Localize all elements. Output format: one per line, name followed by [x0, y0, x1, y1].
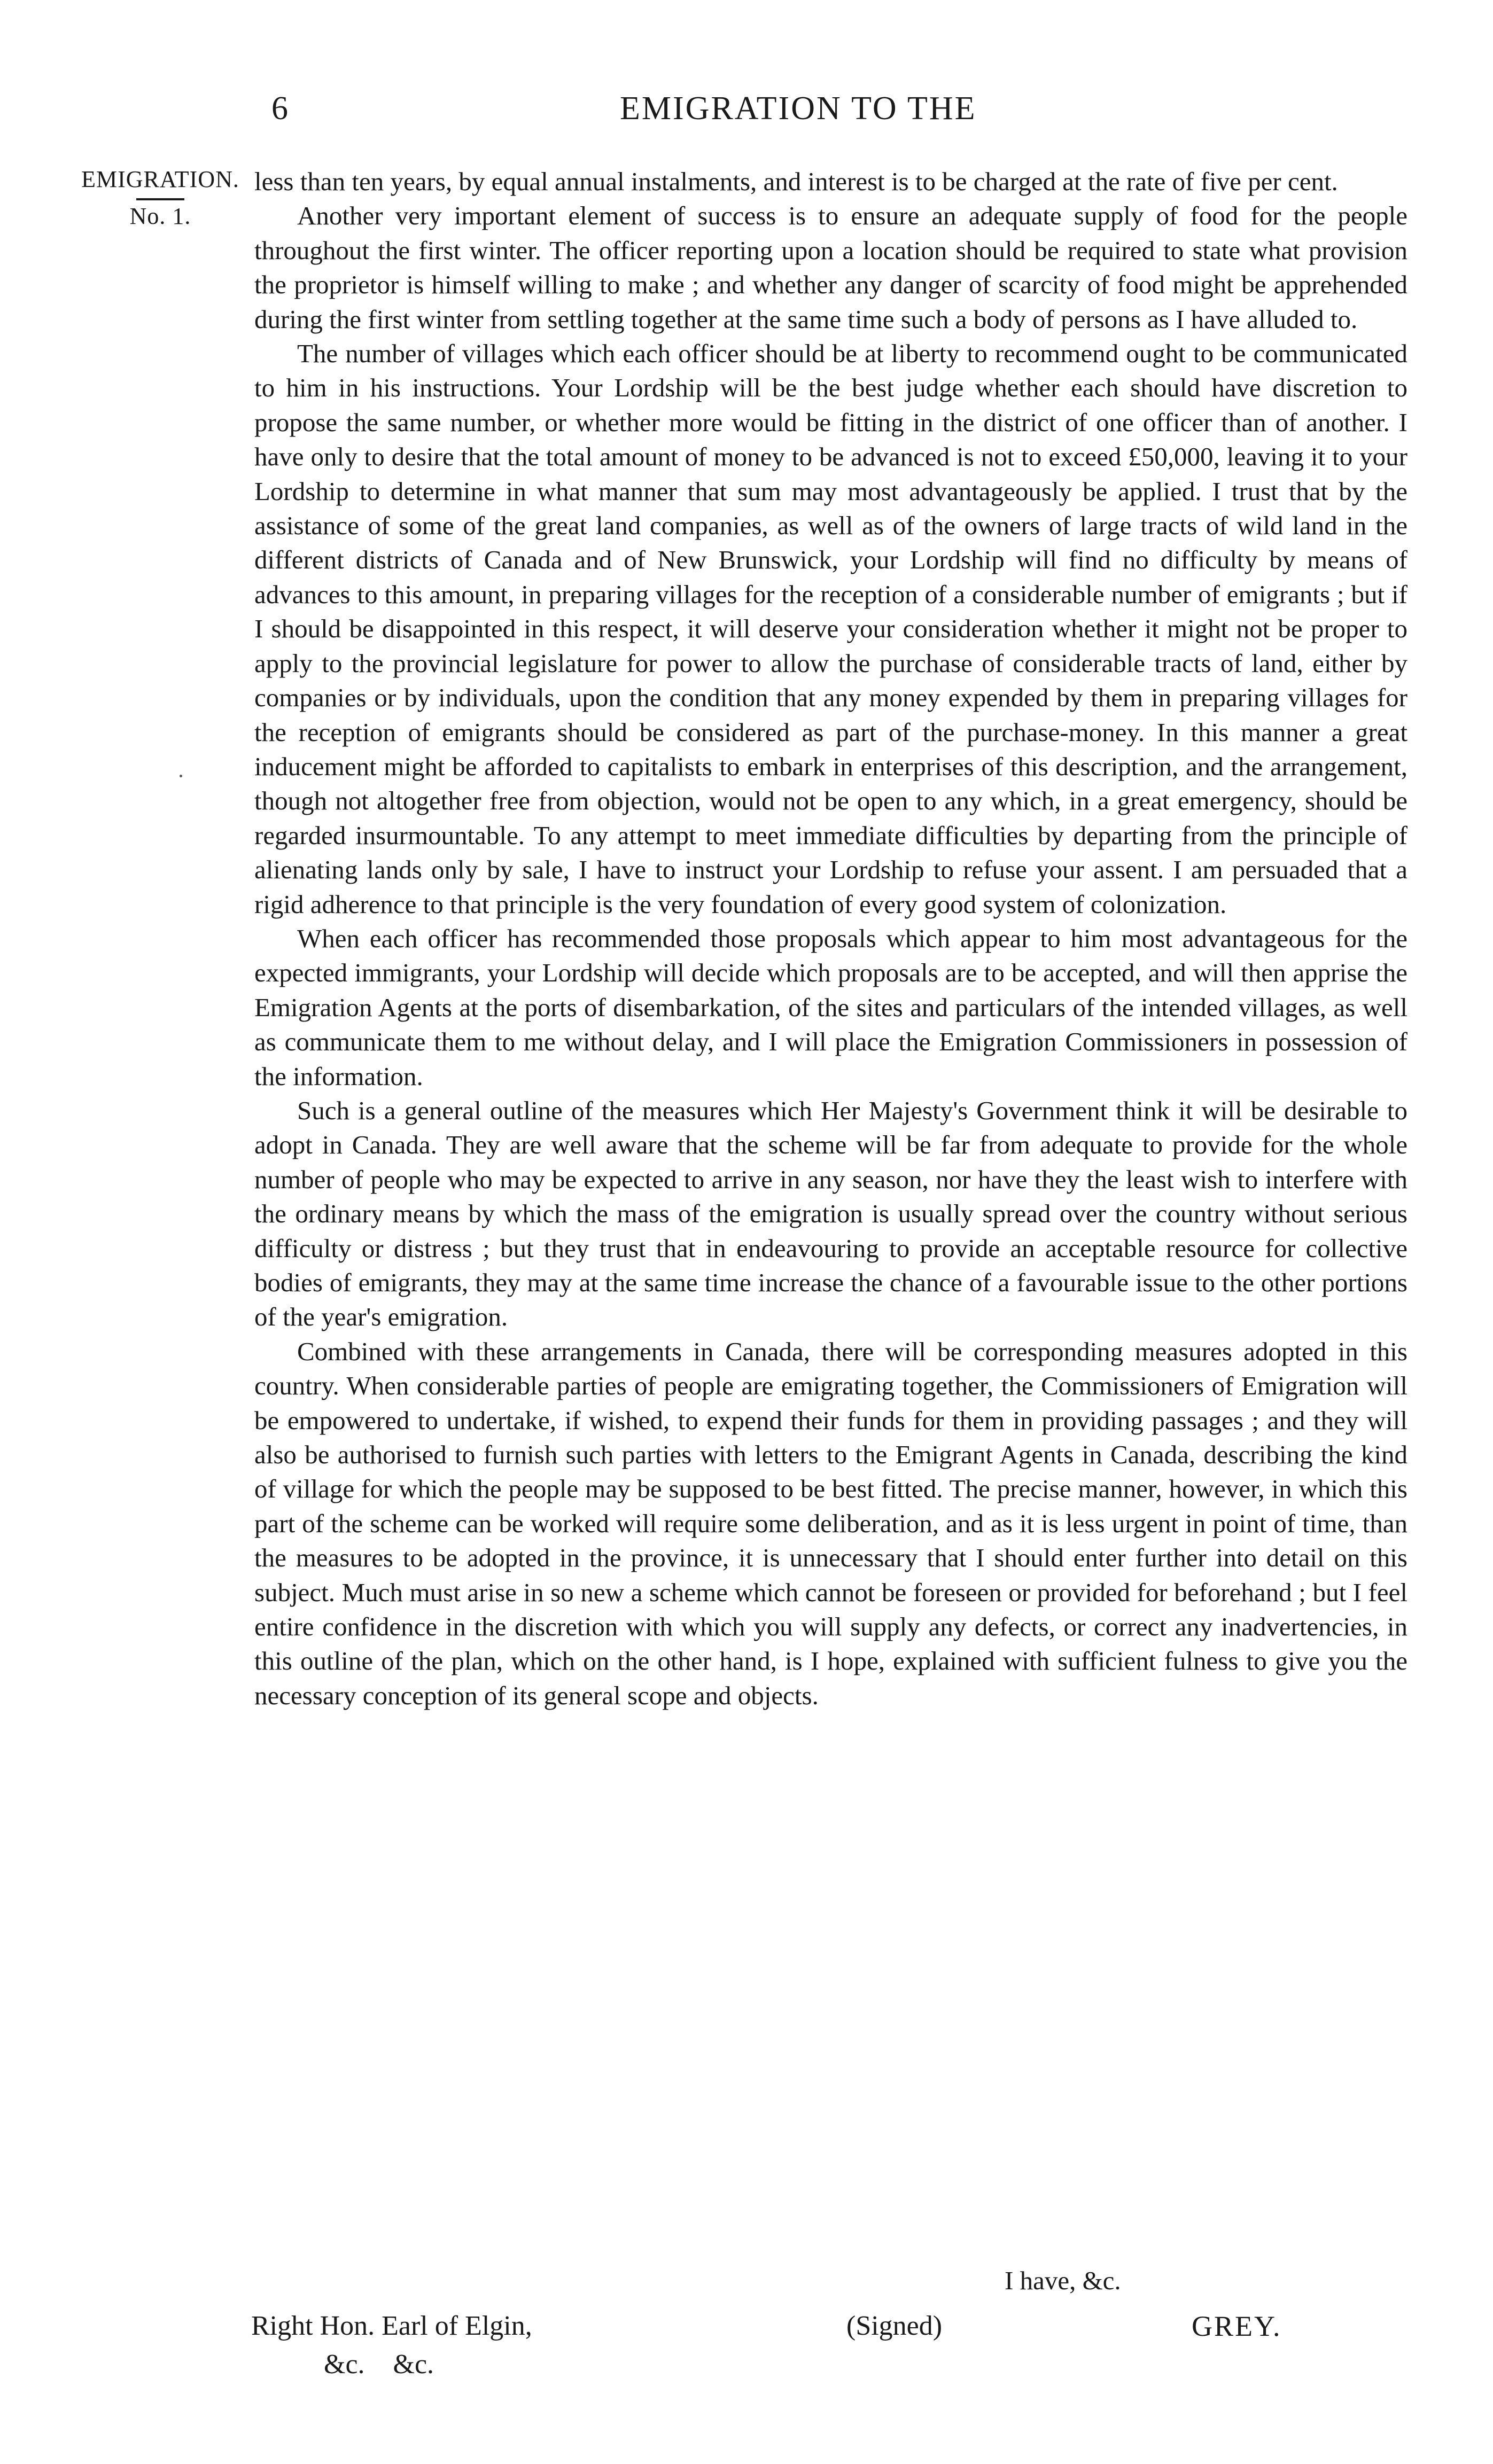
paragraph: Such is a general outline of the measures which Her Majesty's Government think it will be desirable to adopt in Canada. They are well aware that the scheme will be far from adequate to provide for the whole number of people who may be expected to arrive in any season, nor have they the least wish to interfere with the ordinary means by which the mass of the emigration is usually spread over the country without serious difficulty or distress ; but they trust that in endeavouring to provide an acceptable resource for collective bodies of emigrants, they may at the same time increase the chance of a favourable issue to the other portions of the year's emigration.: [254, 1095, 1408, 1332]
margin-rule: [136, 198, 184, 200]
addressee-etc: &c. &c.: [324, 2349, 434, 2380]
closing-salutation: I have, &c.: [1005, 2266, 1121, 2295]
paragraph: Combined with these arrangements in Canada, there will be corresponding measures adopted in this country. When considerable parties of people are emigrating together, the Commissioners of Emigration will be empowered to undertake, if wished, to expend their funds for them in providing passages ; and they will also be authorised to furnish such parties with letters to the Emigrant Agents in Canada, describing the kind of village for which the people may be supposed to be best fitted. The precise manner, however, in which this part of the scheme can be worked will require some deliberation, and as it is less urgent in point of time, than the measures to be adopted in the province, it is unnecessary that I should enter further into detail on this subject. Much must arise in so new a scheme which cannot be foreseen or provided for beforehand ; but I feel entire confidence in the discretion with which you will supply any defects, or correct any inadvertencies, in this outline of the plan, which on the other hand, is I hope, explained with sufficient fulness to give you the necessary conception of its general scope and objects.: [254, 1336, 1408, 1710]
addressee: [251, 2307, 532, 2384]
margin-number: No. 1.: [129, 202, 191, 229]
paragraph: Another very important element of success is to ensure an adequate supply of food for the people throughout the first winter. The officer reporting upon a location should be required to state what provision the proprietor is himself willing to make ; and whether any danger of scarcity of food might be apprehended during the first winter from settling together at the same time such a body of persons as I have alluded to.: [254, 201, 1408, 334]
paragraph: less than ten years, by equal annual instalments, and interest is to be charged at the rate of five per cent.: [254, 167, 1338, 196]
margin-speck: [180, 775, 182, 777]
page-number: 6: [271, 90, 288, 127]
paragraph: When each officer has recommended those proposals which appear to him most advantageous for the expected immigrants, your Lordship will decide which proposals are to be accepted, and will then apprise the Emigration Agents at the ports of disembarkation, of the sites and particulars of the intended villages, as well as communicate them to me without delay, and I will place the Emigration Commissioners in possession of the information.: [254, 923, 1408, 1091]
letter-body: [254, 165, 1408, 1713]
addressee-name: Right Hon. Earl of Elgin,: [251, 2311, 532, 2341]
signature-name: GREY.: [1192, 2310, 1282, 2342]
running-title: EMIGRATION TO THE: [620, 90, 977, 127]
margin-section-label: EMIGRATION.: [81, 166, 239, 192]
paragraph: The number of villages which each officer should be at liberty to recommend ought to be communicated to him in his instructions. Your Lordship will be the best judge whether each should have discretion to propose the same number, or whether more would be fitting in the district of one officer than of another. I have only to desire that the total amount of money to be advanced is not to exceed £50,000, leaving it to your Lordship to determine in what manner that sum may most advantageously be applied. I trust that by the assistance of some of the great land companies, as well as of the owners of large tracts of wild land in the different districts of Canada and of New Brunswick, your Lordship will find no difficulty by means of advances to this amount, in preparing villages for the reception of a considerable number of emigrants ; but if I should be disappointed in this respect, it will deserve your consideration whether it might not be proper to apply to the provincial legislature for power to allow the purchase of considerable tracts of land, either by companies or by individuals, upon the condition that any money expended by them in preparing villages for the reception of emigrants should be considered as part of the purchase-money. In this manner a great inducement might be afforded to capitalists to embark in enterprises of this description, and the arrangement, though not altogether free from objection, would not be open to any which, in a great emergency, should be regarded insurmountable. To any attempt to meet immediate difficulties by departing from the principle of alienating lands only by sale, I have to instruct your Lordship to refuse your assent. I am persuaded that a rigid adherence to that principle is the very foundation of every good system of colonization.: [254, 339, 1408, 919]
signed-label: (Signed): [846, 2311, 943, 2341]
margin-note: [59, 166, 262, 231]
